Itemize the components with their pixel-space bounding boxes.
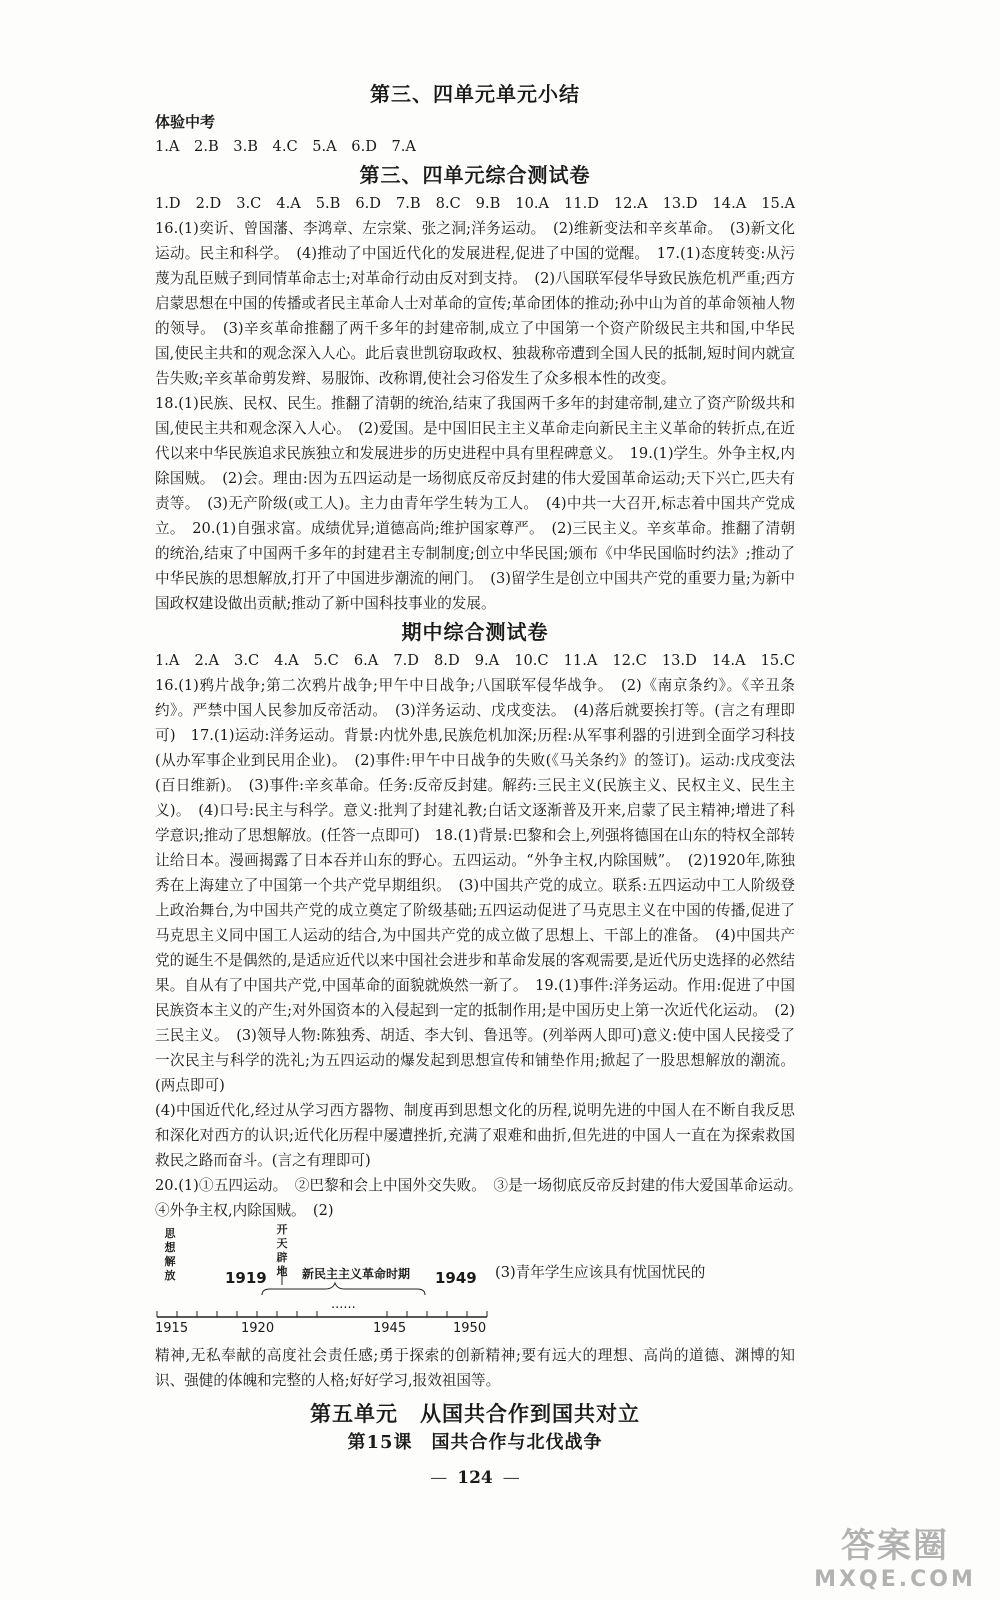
answer-paragraph: 1.D 2.D 3.C 4.A 5.B 6.D 7.B 8.C 9.B 10.A 11.D 12.A 13.D 14.A 15.A 16.(1)奕䜣、曾国藩、李鸿章、左宗棠、张之洞;洋务运动。 (2)维新变法和辛亥革命。 (3)新文化运动。民主和科学。 (4)推动了中国近代化的发展进程,促进了中国的觉醒。 17.(1)态度转变:从污蔑为乱臣贼子到同情革命志士;对革命行动由反对到支持。 (2)八国联军侵华导致民族危机严重;西方启蒙思想在中国的传播或者民主革命人士对革命的宣传;革命团体的推动;孙中山为首的革命领袖人物的领导。 (3)辛亥革命推翻了两千多年的封建帝制,成立了中国第一个资产阶级民主共和国,中华民国,使民主共和的观念深入人心。此后袁世凯窃取政权、独裁称帝遭到全国人民的抵制,短时间内就宣告失败;辛亥革命剪发辫、易服饰、改称谓,使社会习俗发生了众多根本性的改变。 — [155, 195, 810, 387]
timeline-axis-year: 1950 — [453, 1321, 487, 1336]
timeline-label-ideological-liberation: 思想解放 — [164, 1227, 176, 1282]
watermark-logo — [800, 1518, 990, 1592]
timeline-side-text: (3)青年学生应该具有忧国忧民的 — [495, 1264, 706, 1281]
timeline-period-label: 新民主主义革命时期 — [302, 1267, 411, 1281]
timeline-axis-year: 1945 — [373, 1321, 407, 1336]
watermark-url: MXQE.COM — [814, 1567, 976, 1592]
section-title-comprehensive-test: 第三、四单元综合测试卷 — [359, 163, 591, 187]
timeline-event-year-start: 1919 — [225, 1269, 267, 1287]
answer-paragraph: (4)中国近代化,经过从学习西方器物、制度再到思想文化的历程,说明先进的中国人在不断自我反思和深化对西方的认识;近代化历程中屡遭挫折,充满了艰难和曲折,但先进的中国人一直在为探索救国救民之路而奋斗。(言之有理即可) — [155, 1102, 795, 1169]
answer-paragraph: 20.(1)①五四运动。 ②巴黎和会上中国外交失败。 ③是一场彻底反帝反封建的伟大爱国革命运动。 ④外争主权,内除国贼。 (2) — [155, 1177, 810, 1219]
timeline-event-year-end: 1949 — [435, 1269, 477, 1287]
timeline-label-epoch-making: 开天辟地 — [276, 1223, 288, 1278]
timeline-ellipsis: ······ — [331, 1301, 356, 1316]
answer-line: 1.A 2.B 3.B 4.C 5.A 6.D 7.A — [155, 138, 416, 155]
timeline-axis-year: 1915 — [155, 1321, 189, 1336]
timeline-axis-year: 1920 — [241, 1321, 275, 1336]
subheading-exam-experience: 体验中考 — [155, 113, 216, 131]
answer-paragraph: 18.(1)民族、民权、民生。推翻了清朝的统治,结束了我国两千多年的封建帝制,建立了资产阶级共和国,使民主共和观念深入人心。 (2)爱国。是中国旧民主主义革命走向新民主主义革命的转折点,在近代以来中华民族追求民族独立和发展进步的历史进程中具有里程碑意义。 19.(1)学生。外争主权,内除国贼。 (2)会。理由:因为五四运动是一场彻底反帝反封建的伟大爱国革命运动;天下兴亡,匹夫有责等。 (3)无产阶级(或工人)。主力由青年学生转为工人。 (4)中共一大召开,标志着中国共产党成立。 20.(1)自强求富。成绩优异;道德高尚;维护国家尊严。 (2)三民主义。辛亥革命。推翻了清朝的统治,结束了中国两千多年的封建君主专制制度;创立中华民国;颁布《中华民国临时约法》;推动了中华民族的思想解放,打开了中国进步潮流的闸门。 (3)留学生是创立中国共产党的重要力量;为新中国政权建设做出贡献;推动了新中国科技事业的发展。 — [155, 395, 795, 612]
lesson-title: 第15课 国共合作与北伐战争 — [347, 1432, 603, 1453]
page-number: — 124 — — [430, 1468, 520, 1488]
history-timeline — [155, 1225, 795, 1343]
unit-title: 第五单元 从国共合作到国共对立 — [310, 1401, 640, 1426]
watermark-logo-text: 答案圈 — [841, 1526, 949, 1566]
section-title-midterm-test: 期中综合测试卷 — [401, 620, 549, 644]
closing-paragraph: 精神,无私奉献的高度社会责任感;勇于探索的创新精神;要有远大的理想、高尚的道德、渊博的知识、强健的体魄和完整的人格;好好学习,报效祖国等。 — [155, 1347, 795, 1389]
section-title-unit-summary: 第三、四单元单元小结 — [370, 82, 580, 106]
document-page — [155, 78, 810, 1491]
answer-paragraph: 1.A 2.A 3.C 4.A 5.C 6.A 7.D 8.D 9.A 10.C 11.A 12.C 13.D 14.A 15.C 16.(1)鸦片战争;第二次鸦片战争;甲午中日战争;八国联军侵华战争。 (2)《南京条约》。《辛丑条约》。严禁中国人民参加反帝活动。 (3)洋务运动、戊戌变法。 (4)落后就要挨打等。(言之有理即可) 17.(1)运动:洋务运动。背景:内忧外患,民族危机加深;历程:从军事利器的引进到全面学习科技(从办军事企业到民用企业)。 (2)事件:甲午中日战争的失败(《马关条约》的签订)。运动:戊戌变法(百日维新)。 (3)事件:辛亥革命。任务:反帝反封建。解药:三民主义(民族主义、民权主义、民生主义)。 (4)口号:民主与科学。意义:批判了封建礼教;白话文逐渐普及开来,启蒙了民主精神;增进了科学意识;推动了思想解放。(任答一点即可) 18.(1)背景:巴黎和会上,列强将德国在山东的特权全部转让给日本。漫画揭露了日本吞并山东的野心。五四运动。“外争主权,内除国贼”。 (2)1920年,陈独秀在上海建立了中国第一个共产党早期组织。 (3)中国共产党的成立。联系:五四运动中工人阶级登上政治舞台,为中国共产党的成立奠定了阶级基础;五四运动促进了马克思主义在中国的传播,促进了马克思主义同中国工人运动的结合,为中国共产党的成立做了思想上、干部上的准备。 (4)中国共产党的诞生不是偶然的,是适应近代以来中国社会进步和革命发展的客观需要,是近代历史选择的必然结果。自从有了中国共产党,中国革命的面貌就焕然一新了。 19.(1)事件:洋务运动。作用:促进了中国民族资本主义的产生;对外国资本的入侵起到一定的抵制作用;是中国历史上第一次近代化运动。 (2)三民主义。 (3)领导人物:陈独秀、胡适、李大钊、鲁迅等。(列举两人即可)意义:使中国人民接受了一次民主与科学的洗礼;为五四运动的爆发起到思想宣传和铺垫作用;掀起了一股思想解放的潮流。(两点即可) — [155, 652, 810, 1094]
